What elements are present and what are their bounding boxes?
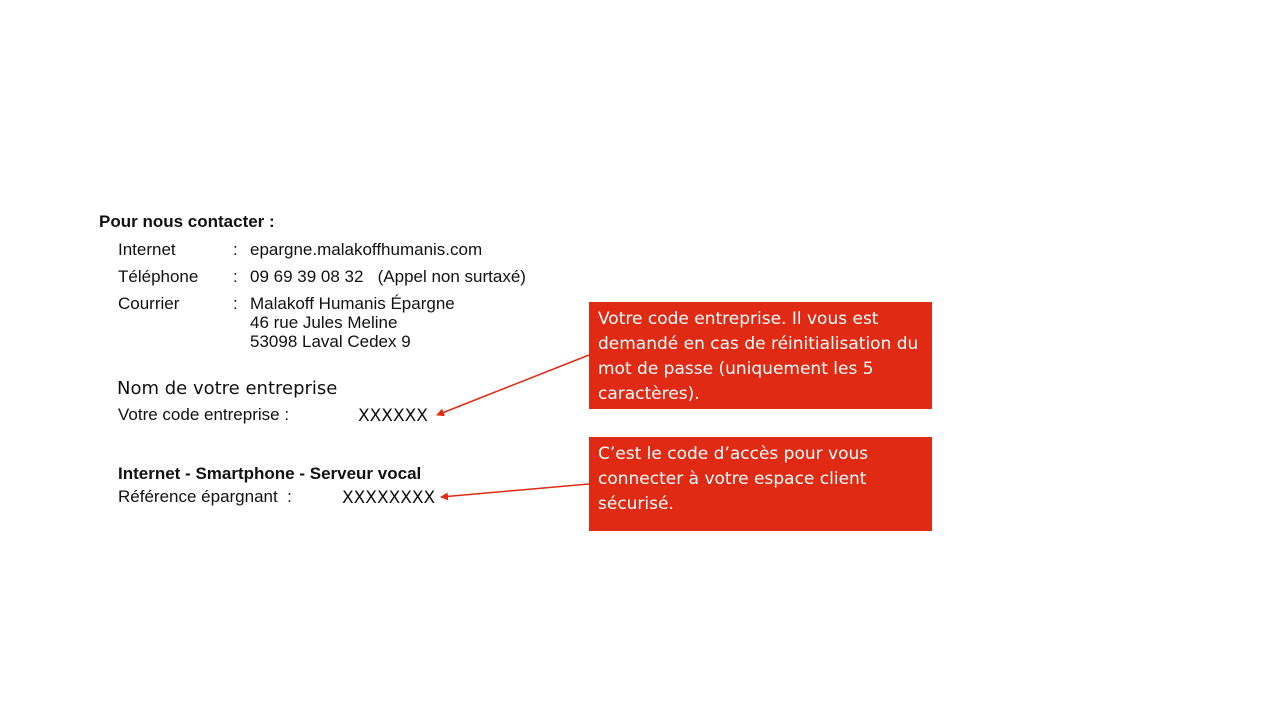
saver-reference-label: Référence épargnant : — [118, 487, 292, 506]
contact-label-telephone: Téléphone — [118, 267, 199, 286]
contact-address-line-2: 46 rue Jules Meline — [250, 313, 398, 332]
contact-address-line-3: 53098 Laval Cedex 9 — [250, 332, 411, 351]
access-heading: Internet - Smartphone - Serveur vocal — [118, 464, 422, 483]
contact-label-internet: Internet — [118, 240, 176, 259]
company-code-value: XXXXXX — [358, 406, 428, 426]
contact-colon: : — [233, 267, 238, 286]
contact-address-line-1: Malakoff Humanis Épargne — [250, 294, 455, 313]
contact-value-internet[interactable]: epargne.malakoffhumanis.com — [250, 240, 483, 259]
contact-heading: Pour nous contacter : — [99, 212, 275, 231]
saver-reference-value: XXXXXXXX — [342, 488, 436, 508]
contact-colon: : — [233, 240, 238, 259]
company-name-label: Nom de votre entreprise — [117, 378, 338, 399]
contact-value-telephone: 09 69 39 08 32 (Appel non surtaxé) — [250, 267, 526, 286]
contact-label-courrier: Courrier — [118, 294, 180, 313]
company-code-arrow — [437, 355, 589, 415]
access-code-callout: C’est le code d’accès pour vous connecter à votre espace client sécurisé. — [589, 437, 932, 531]
access-code-arrow — [441, 484, 589, 497]
contact-colon: : — [233, 294, 238, 313]
company-code-callout: Votre code entreprise. Il vous est demandé en cas de réinitialisation du mot de passe (uniquement les 5 caractères). — [589, 302, 932, 409]
company-code-label: Votre code entreprise : — [118, 405, 290, 424]
